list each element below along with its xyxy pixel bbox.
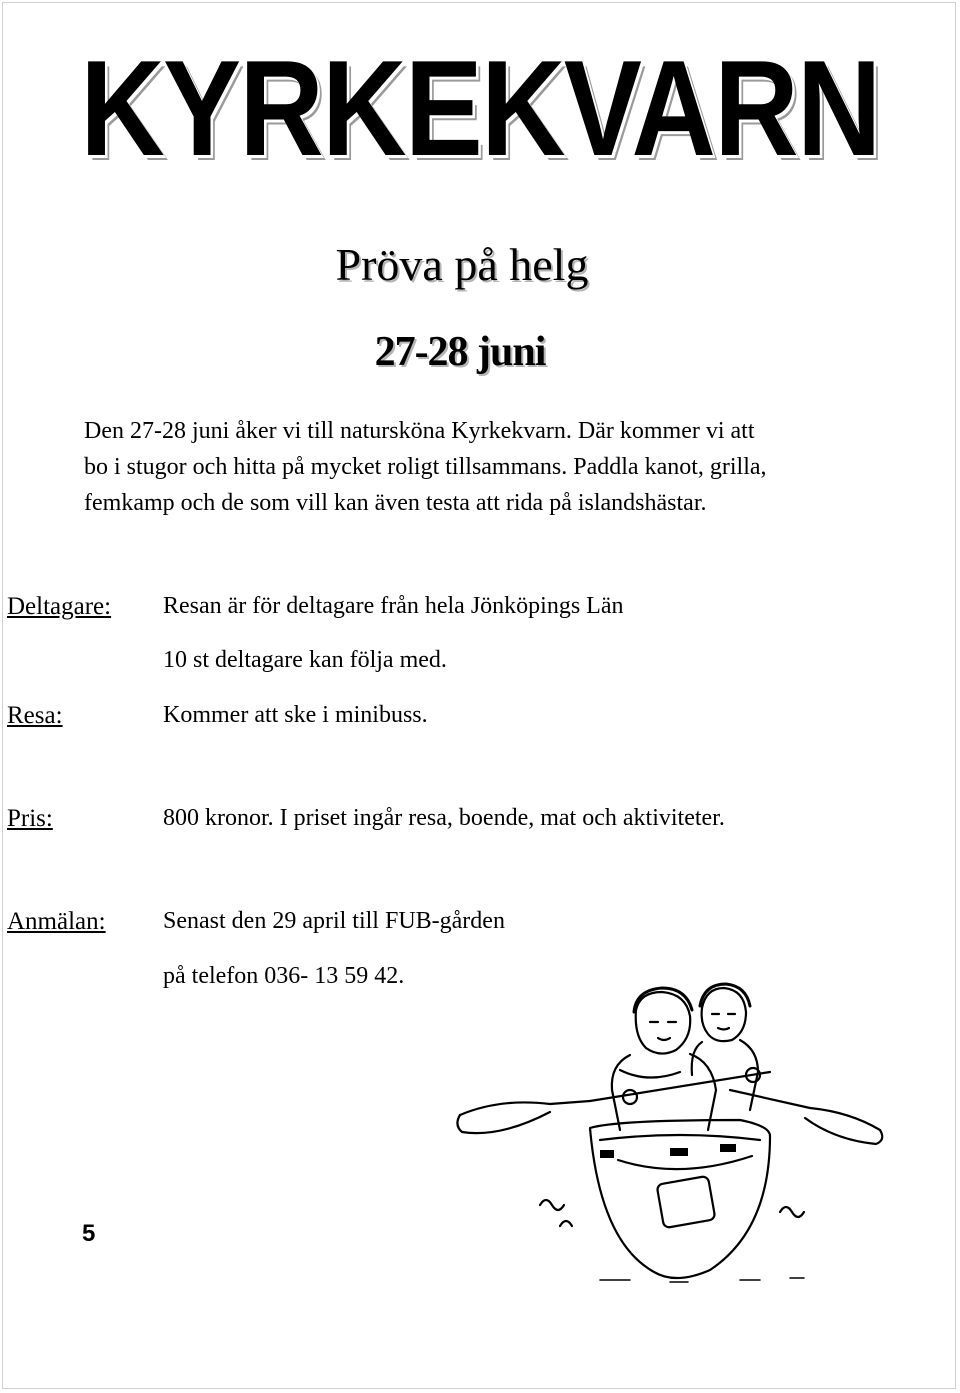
pris-label: Pris: [7, 805, 53, 832]
intro-line: femkamp och de som vill kan även testa att rida på islandshästar. [84, 490, 707, 516]
page-number: 5 [82, 1220, 96, 1247]
anmalan-label: Anmälan: [7, 908, 106, 935]
page-subtitle: Pröva på helg [335, 239, 589, 290]
deltagare-text: Resan är för deltagare från hela Jönköpings Län [163, 593, 624, 619]
intro-line: bo i stugor och hitta på mycket roligt tillsammans. Paddla kanot, grilla, [84, 454, 767, 480]
event-date: 27-28 juni [374, 329, 546, 375]
intro-paragraph [84, 413, 884, 521]
deltagare-label: Deltagare: [7, 593, 112, 620]
deltagare-count-text: 10 st deltagare kan följa med. [163, 647, 447, 673]
resa-label: Resa: [7, 702, 63, 729]
pris-text: 800 kronor. I priset ingår resa, boende, mat och aktiviteter. [163, 805, 725, 831]
page-title: KYRKEKVARN [80, 32, 880, 184]
intro-line: Den 27-28 juni åker vi till natursköna Kyrkekvarn. Där kommer vi att [84, 418, 755, 444]
canoe-illustration-icon [440, 980, 900, 1290]
anmalan-phone-text: på telefon 036- 13 59 42. [163, 963, 405, 989]
anmalan-text: Senast den 29 april till FUB-gården [163, 908, 505, 934]
resa-text: Kommer att ske i minibuss. [163, 702, 428, 728]
